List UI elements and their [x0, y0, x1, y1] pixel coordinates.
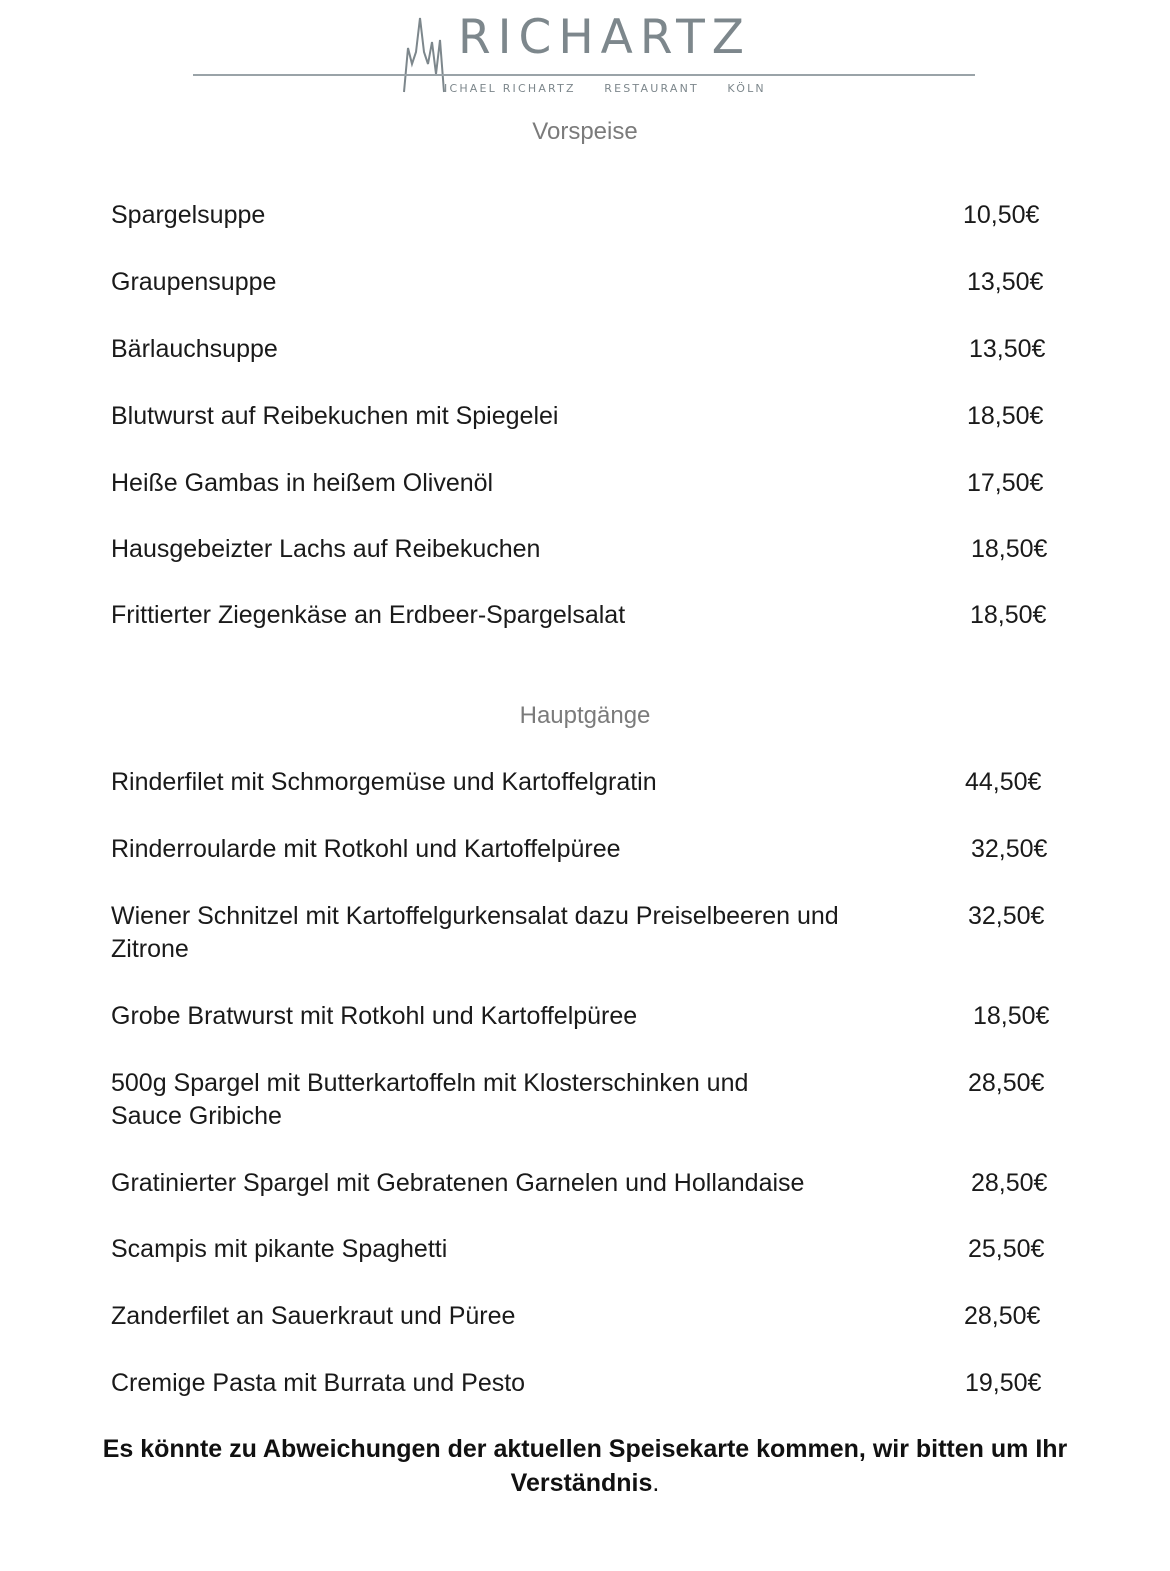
dish-price: 19,50€: [965, 1369, 1042, 1397]
section-title-hauptgaenge: Hauptgänge: [519, 702, 651, 729]
brand-name: RICHARTZ: [458, 10, 751, 65]
cathedral-spires-icon: [398, 12, 450, 94]
disclaimer-text: Es könnte zu Abweichungen der aktuellen Speisekarte kommen, wir bitten um Ihr Verständnis: [102, 1435, 1068, 1497]
dish-price: 17,50€: [967, 469, 1044, 497]
logo-divider: [193, 74, 975, 76]
restaurant-logo: [0, 0, 1170, 105]
dish-price: 32,50€: [968, 902, 1045, 930]
dish-price: 13,50€: [967, 268, 1044, 296]
dish-name: 500g Spargel mit Butterkartoffeln mit Klosterschinken und Sauce Gribiche: [111, 1069, 749, 1130]
dish-price: 13,50€: [969, 335, 1046, 363]
dish-price: 10,50€: [963, 201, 1040, 229]
dish-name: Hausgebeizter Lachs auf Reibekuchen: [111, 535, 541, 563]
section-title-vorspeise: Vorspeise: [532, 118, 638, 145]
dish-price: 28,50€: [971, 1169, 1048, 1197]
dish-name: Frittierter Ziegenkäse an Erdbeer-Spargelsalat: [111, 601, 626, 629]
dish-price: 18,50€: [970, 601, 1047, 629]
dish-price: 18,50€: [971, 535, 1048, 563]
dish-price: 28,50€: [968, 1069, 1045, 1097]
dish-name: Zanderfilet an Sauerkraut und Püree: [111, 1302, 516, 1330]
dish-name: Cremige Pasta mit Burrata und Pesto: [111, 1369, 526, 1397]
menu-disclaimer: [100, 1432, 1070, 1500]
dish-price: 18,50€: [967, 402, 1044, 430]
dish-price: 18,50€: [973, 1002, 1050, 1030]
dish-name: Blutwurst auf Reibekuchen mit Spiegelei: [111, 402, 559, 430]
dish-name: Bärlauchsuppe: [111, 335, 278, 363]
dish-price: 25,50€: [968, 1235, 1045, 1263]
dish-name: Spargelsuppe: [111, 201, 266, 229]
dish-name: Heiße Gambas in heißem Olivenöl: [111, 469, 494, 497]
dish-price: 28,50€: [964, 1302, 1041, 1330]
dish-price: 44,50€: [965, 768, 1042, 796]
disclaimer-period: .: [652, 1469, 660, 1497]
dish-name: Rinderfilet mit Schmorgemüse und Kartoffelgratin: [111, 768, 657, 796]
dish-name: Wiener Schnitzel mit Kartoffelgurkensalat dazu Preiselbeeren und Zitrone: [111, 902, 839, 963]
dish-name: Scampis mit pikante Spaghetti: [111, 1235, 448, 1263]
dish-price: 32,50€: [971, 835, 1048, 863]
dish-name: Rinderroularde mit Rotkohl und Kartoffelpüree: [111, 835, 621, 863]
dish-name: Graupensuppe: [111, 268, 277, 296]
dish-name: Gratinierter Spargel mit Gebratenen Garnelen und Hollandaise: [111, 1169, 805, 1197]
dish-name: Grobe Bratwurst mit Rotkohl und Kartoffelpüree: [111, 1002, 638, 1030]
brand-subtitle: ICHAEL RICHARTZ RESTAURANT KÖLN: [444, 82, 766, 95]
